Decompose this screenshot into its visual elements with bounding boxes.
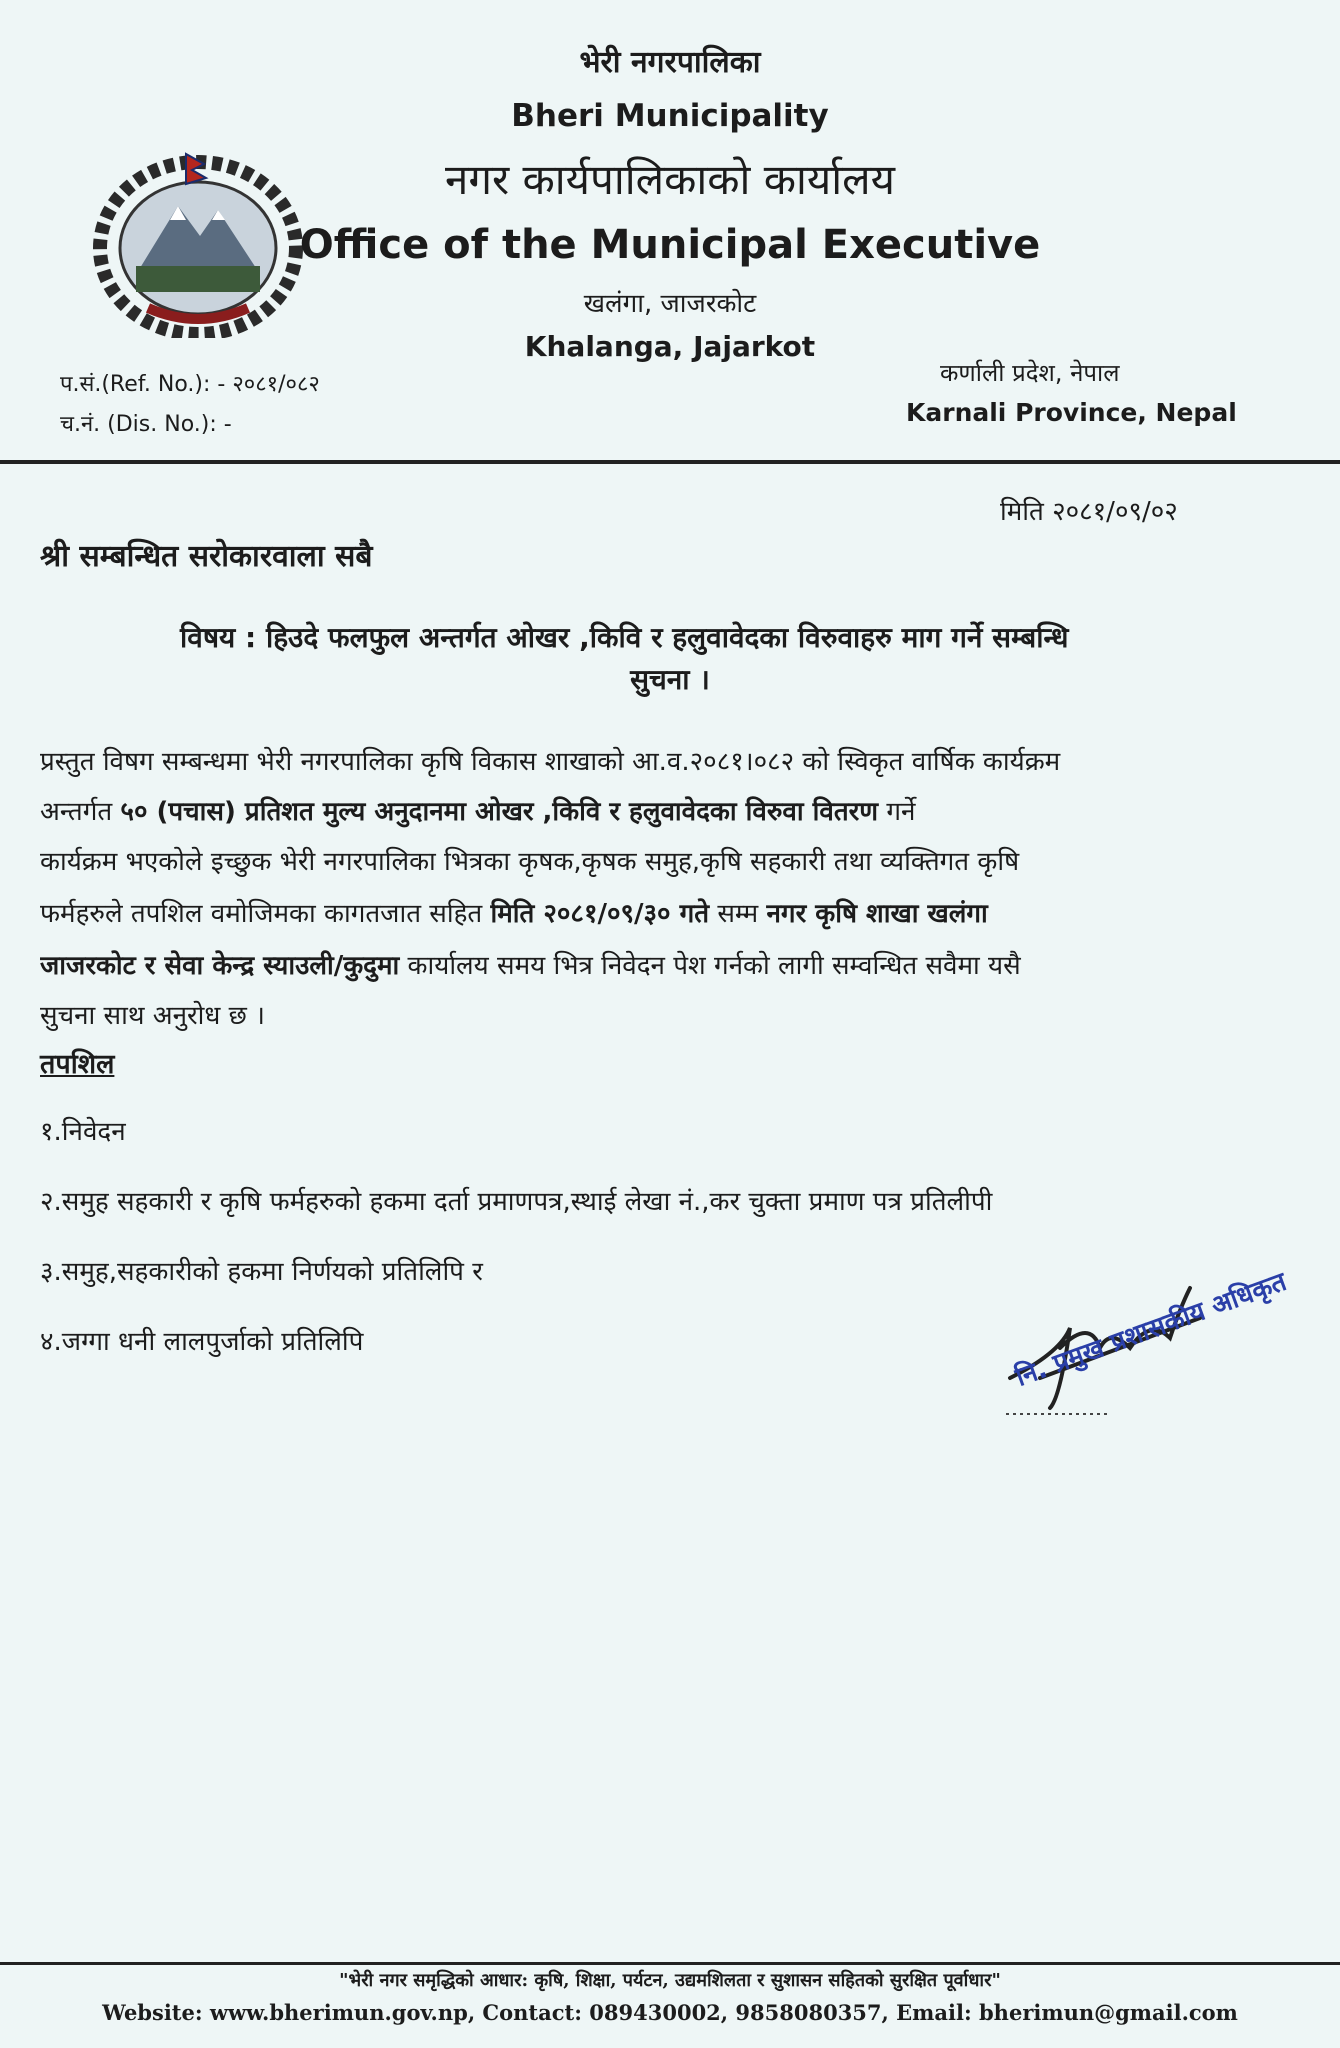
body-text-bold: जाजरकोट र सेवा केन्द्र स्याउली/कुदुमा <box>40 951 400 981</box>
office-name-nepali: नगर कार्यपालिकाको कार्यालय <box>445 155 895 204</box>
body-line-6 <box>40 996 1250 1032</box>
list-item: १.निवेदन <box>40 1117 126 1147</box>
body-text-bold: नगर कृषि शाखा खलंगा <box>766 899 988 929</box>
office-name-english: Office of the Municipal Executive <box>299 222 1041 268</box>
body-text: अन्तर्गत <box>40 797 113 827</box>
reference-number: प.सं.(Ref. No.): - २०८१/०८२ <box>60 372 320 397</box>
body-text: फर्महरुले तपशिल वमोजिमका कागतजात सहित <box>40 899 483 929</box>
subject-line-continued: सुचना । <box>630 663 710 696</box>
body-text-bold: ५० (पचास) प्रतिशत मुल्य अनुदानमा ओखर ,किवि र हलुवावेदका विरुवा वितरण <box>120 797 879 827</box>
province-nepali: कर्णाली प्रदेश, नेपाल <box>940 359 1120 387</box>
body-text: प्रस्तुत विषग सम्बन्धमा भेरी नगरपालिका कृषि विकास शाखाको आ.व.२०८१।०८२ को स्विकृत वार्षिक कार्यक्रम <box>40 747 1061 777</box>
body-text: कार्यक्रम भएकोले इच्छुक भेरी नगरपालिका भित्रका कृषक,कृषक समुह,कृषि सहकारी तथा व्यक्तिगत कृषि <box>40 847 1020 877</box>
body-line-3 <box>40 842 1250 878</box>
body-text: सुचना साथ अनुरोध छ । <box>40 1001 265 1031</box>
footer-contact: Website: www.bherimun.gov.np, Contact: 089430002, 9858080357, Email: bherimun@gmail.com <box>102 2000 1238 2025</box>
municipality-name-nepali: भेरी नगरपालिका <box>579 45 761 80</box>
footer-divider <box>0 1962 1340 1965</box>
municipality-name-english: Bheri Municipality <box>511 98 829 134</box>
signature-title-stamp: नि. प्रमुख प्रशासकीय अधिकृत <box>1011 1266 1291 1393</box>
footer-motto: "भेरी नगर समृद्धिको आधार: कृषि, शिक्षा, पर्यटन, उद्यमशिलता र सुशासन सहितको सुरक्षित पूर्वाधार" <box>339 1970 1001 1991</box>
province-english: Karnali Province, Nepal <box>906 398 1237 427</box>
header-divider <box>0 460 1340 464</box>
addressee: श्री सम्बन्धित सरोकारवाला सबै <box>40 539 373 574</box>
location-nepali: खलंगा, जाजरकोट <box>583 289 757 319</box>
body-line-4 <box>40 894 1250 930</box>
body-text: कार्यालय समय भित्र निवेदन पेश गर्नको लागी सम्वन्धित सवैमा यसै <box>407 951 1021 981</box>
list-item: ४.जग्गा धनी लालपुर्जाको प्रतिलिपि <box>40 1327 364 1357</box>
dispatch-number: च.नं. (Dis. No.): - <box>60 412 232 437</box>
body-line-1 <box>40 742 1250 778</box>
body-text: गर्ने <box>886 797 916 827</box>
location-english: Khalanga, Jajarkot <box>524 330 816 363</box>
body-line-5 <box>40 946 1250 982</box>
body-line-2 <box>40 792 1250 828</box>
tapasil-heading: तपशिल <box>40 1049 115 1080</box>
letter-date: मिति २०८१/०९/०२ <box>1000 497 1178 527</box>
body-text-bold: मिति २०८१/०९/३० गते <box>490 899 710 929</box>
list-item: २.समुह सहकारी र कृषि फर्महरुको हकमा दर्ता प्रमाणपत्र,स्थाई लेखा नं.,कर चुक्ता प्रमाण पत्र प्रतिलीपी <box>40 1187 993 1217</box>
body-text: सम्म <box>717 899 759 929</box>
list-item: ३.समुह,सहकारीको हकमा निर्णयको प्रतिलिपि र <box>40 1257 483 1287</box>
subject-line: विषय : हिउदे फलफुल अन्तर्गत ओखर ,किवि र हलुवावेदका विरुवाहरु माग गर्ने सम्बन्धि <box>180 621 1069 654</box>
